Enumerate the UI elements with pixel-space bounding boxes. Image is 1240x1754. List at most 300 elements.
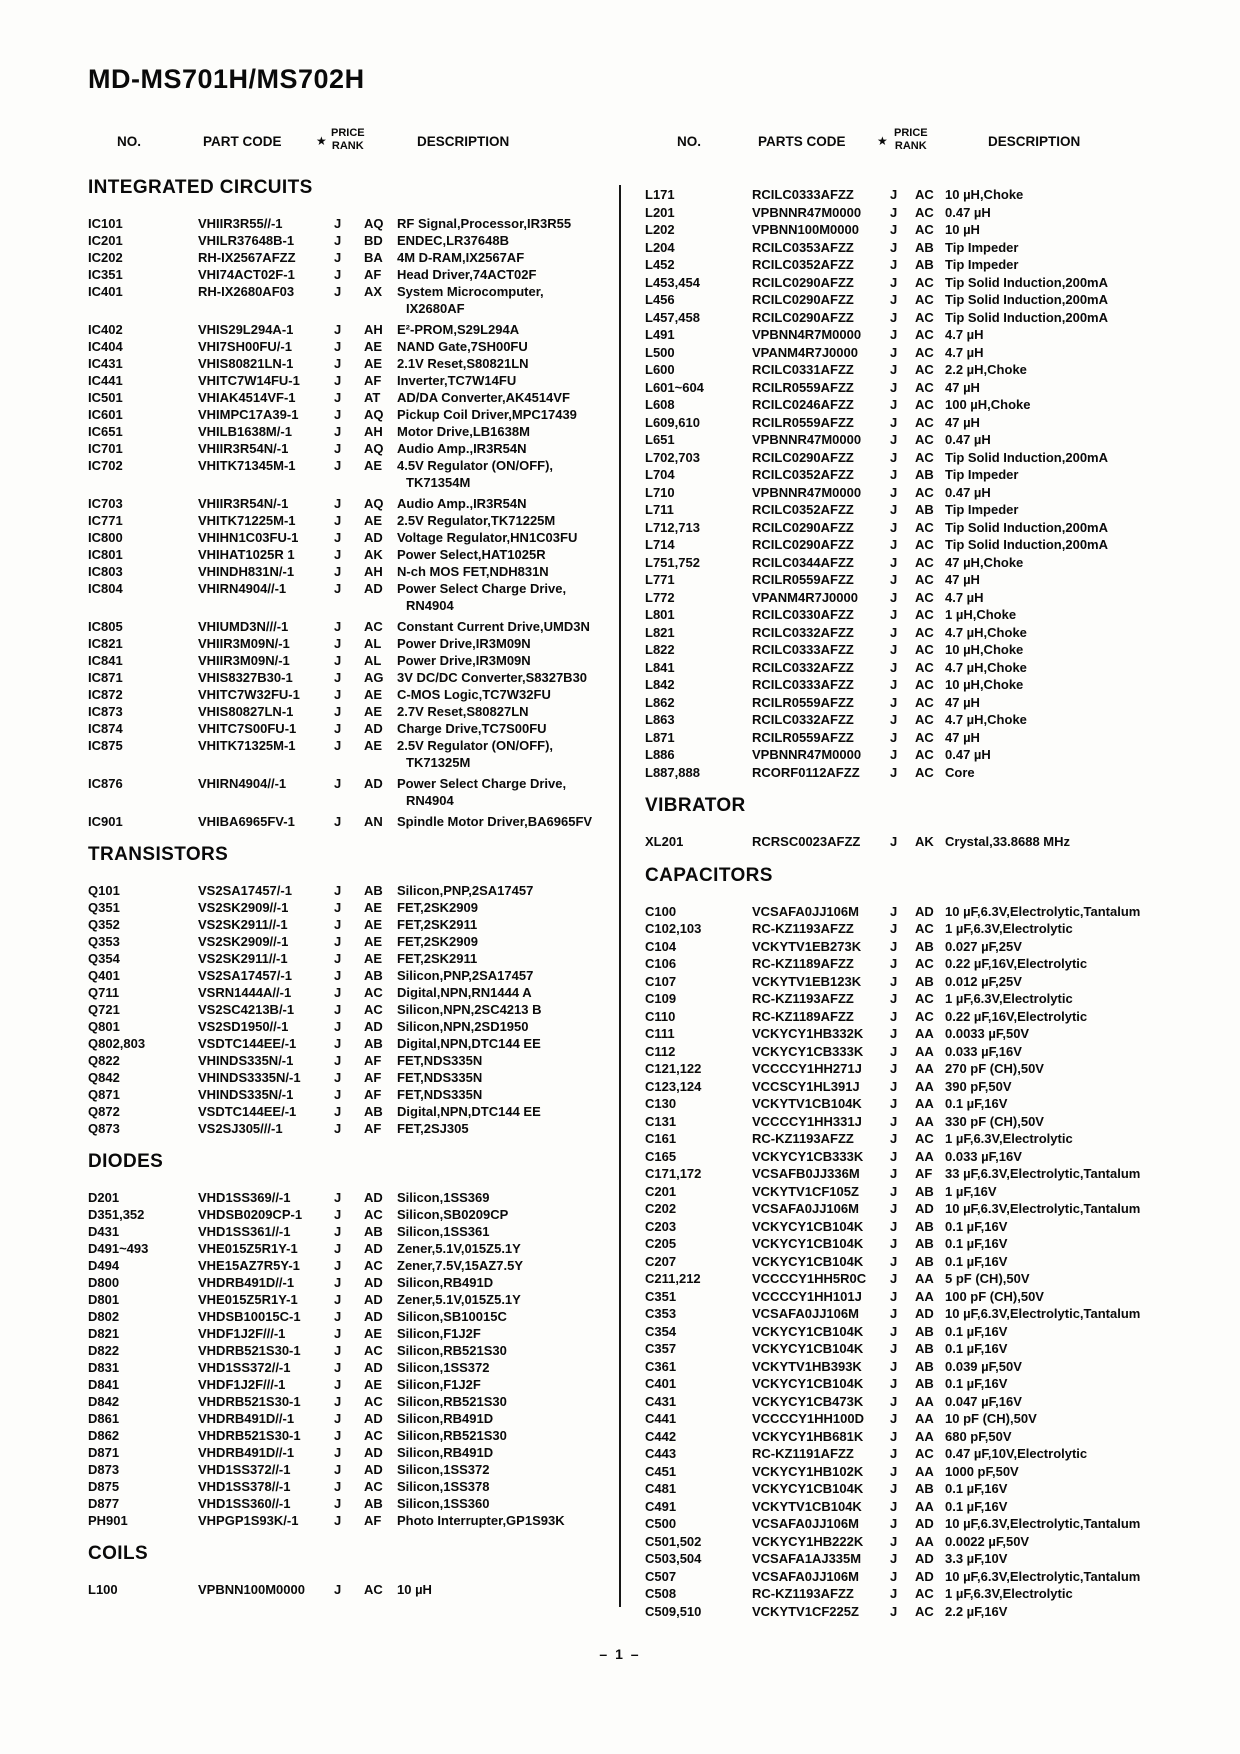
part-description [945, 1008, 1240, 1026]
mark-j: J [890, 642, 898, 657]
part-description-line1: 2.5V Regulator,TK71225M [397, 513, 556, 528]
part-description [945, 920, 1240, 938]
price-rank: AA [915, 1271, 934, 1286]
table-row [645, 1533, 1240, 1551]
column-header-parts-code: PARTS CODE [758, 134, 846, 149]
part-code: VHIS80827LN-1 [198, 704, 294, 719]
part-code: VCCCCY1HH100D [752, 1411, 864, 1426]
part-description-line1: Power Select,HAT1025R [397, 547, 546, 562]
part-no: XL201 [645, 834, 684, 849]
table-row [88, 1410, 633, 1427]
part-description-line1: 1 µF,6.3V,Electrolytic [945, 1131, 1073, 1146]
part-description-line1: FET,NDS335N [397, 1087, 483, 1102]
part-description [397, 775, 633, 809]
mark-j: J [890, 938, 898, 954]
price-rank: AC [364, 985, 383, 1000]
mark-j: J [890, 659, 898, 675]
part-code: VCKYTV1EB273K [752, 938, 862, 954]
column-header-no: NO. [677, 134, 702, 149]
part-description-line1: 10 µH,Choke [945, 642, 1024, 657]
table-row [88, 1120, 633, 1137]
mark-j: J [334, 670, 342, 685]
part-description [945, 1148, 1240, 1166]
part-code: VHINDH831N/-1 [198, 564, 295, 579]
part-no: C106 [645, 956, 677, 971]
part-description [945, 833, 1240, 851]
part-code: RCILC0352AFZZ [752, 467, 854, 482]
part-description [397, 1461, 633, 1478]
table-row [88, 1274, 633, 1291]
price-rank: AK [915, 834, 934, 849]
part-description-line1: 0.0022 µF,50V [945, 1533, 1030, 1549]
mark-j: J [890, 432, 898, 447]
part-description-line1: Silicon,1SS372 [397, 1462, 490, 1477]
part-description [945, 694, 1240, 712]
part-description [397, 652, 633, 669]
part-description-line1: Silicon,NPN,2SD1950 [397, 1019, 529, 1034]
price-rank: AC [915, 1586, 934, 1601]
part-description [945, 1585, 1240, 1603]
rank-label: RANK [331, 139, 364, 152]
mark-j: J [890, 414, 898, 430]
mark-j: J [334, 496, 342, 511]
part-description-line1: Core [945, 764, 975, 780]
part-description-line1: 1 µF,16V [945, 1183, 997, 1199]
table-row [88, 1512, 633, 1529]
mark-j: J [890, 1183, 898, 1199]
part-description-line1: 2.2 µF,16V [945, 1603, 1008, 1619]
part-code: RCILR0559AFZZ [752, 379, 854, 395]
part-description [945, 903, 1240, 921]
part-code: VHIRN4904//-1 [198, 581, 287, 596]
mark-j: J [334, 1087, 342, 1102]
part-description [945, 1550, 1240, 1568]
part-description [945, 990, 1240, 1008]
part-code: RCILC0353AFZZ [752, 239, 854, 255]
price-rank: AT [364, 390, 381, 405]
table-row [88, 899, 633, 916]
part-no: Q401 [88, 968, 120, 983]
table-row [645, 990, 1240, 1008]
mark-j: J [890, 1236, 898, 1251]
part-no: C207 [645, 1253, 677, 1269]
part-no: IC803 [88, 564, 123, 579]
table-row [645, 1288, 1240, 1306]
part-no: C165 [645, 1148, 677, 1164]
price-label: PRICE [894, 127, 928, 139]
part-description-line1: N-ch MOS FET,NDH831N [397, 564, 549, 579]
part-no: C110 [645, 1008, 676, 1024]
price-rank: AB [915, 257, 934, 272]
part-description-line1: Silicon,NPN,2SC4213 B [397, 1002, 542, 1017]
part-no: L710 [645, 484, 675, 500]
mark-j: J [334, 1428, 342, 1443]
table-row [645, 449, 1240, 467]
part-no: IC841 [88, 653, 123, 668]
price-rank: AE [364, 1326, 383, 1341]
part-description [945, 1515, 1240, 1533]
table-row [645, 361, 1240, 379]
mark-j: J [890, 1323, 898, 1339]
part-no: C351 [645, 1288, 677, 1304]
part-description-line1: RF Signal,Processor,IR3R55 [397, 216, 572, 231]
mark-j: J [890, 344, 898, 360]
table-row [645, 431, 1240, 449]
part-no: L456 [645, 292, 675, 307]
part-description-line2: RN4904 [406, 793, 454, 808]
part-code: VHDRB521S30-1 [198, 1394, 301, 1409]
part-no: IC702 [88, 458, 123, 473]
mark-j: J [890, 362, 898, 377]
part-code: VCKYCY1CB104K [752, 1481, 864, 1496]
part-description-line1: 47 µH [945, 379, 980, 395]
part-description-line1: 10 µH [945, 222, 980, 237]
mark-j: J [334, 1582, 342, 1597]
part-description [397, 457, 633, 491]
part-description [397, 1086, 633, 1103]
price-rank: AC [915, 956, 934, 971]
part-code: RC-KZ1193AFZZ [752, 1586, 854, 1601]
table-row [645, 1375, 1240, 1393]
part-code: RCILC0290AFZZ [752, 537, 854, 552]
mark-j: J [334, 1292, 342, 1307]
part-no: Q802,803 [88, 1036, 146, 1051]
part-description-line1: 10 pF (CH),50V [945, 1411, 1037, 1426]
part-no: C102,103 [645, 921, 702, 936]
part-description [397, 1410, 633, 1427]
mark-j: J [890, 397, 898, 412]
part-description [945, 379, 1240, 397]
part-description [945, 466, 1240, 484]
price-rank: AC [915, 537, 934, 552]
part-description [945, 606, 1240, 624]
mark-j: J [334, 1411, 342, 1426]
part-no: IC872 [88, 687, 123, 702]
part-no: C107 [645, 973, 677, 989]
part-no: IC901 [88, 814, 123, 829]
part-code: RCILC0290AFZZ [752, 449, 854, 465]
table-row [88, 1325, 633, 1342]
mark-j: J [334, 1207, 342, 1222]
part-description [397, 737, 633, 771]
part-code: VCCCCY1HH331J [752, 1113, 862, 1129]
part-description [397, 338, 633, 355]
table-row [645, 1078, 1240, 1096]
part-description [397, 215, 633, 232]
mark-j: J [890, 204, 898, 220]
mark-j: J [890, 1026, 898, 1041]
part-code: VPBNNR47M0000 [752, 432, 862, 447]
mark-j: J [890, 222, 898, 237]
price-rank: AD [915, 1551, 934, 1566]
part-no: IC871 [88, 670, 123, 685]
part-description [945, 1130, 1240, 1148]
part-code: VCKYTV1CF105Z [752, 1183, 859, 1199]
part-description [945, 326, 1240, 344]
part-code: RCILC0290AFZZ [752, 519, 854, 535]
part-no: C112 [645, 1043, 676, 1059]
part-no: L201 [645, 204, 675, 220]
part-description-line1: 0.1 µF,16V [945, 1376, 1008, 1391]
part-code: VHE015Z5R1Y-1 [198, 1241, 298, 1256]
table-row [88, 916, 633, 933]
part-description-line1: 0.47 µH [945, 484, 991, 500]
part-code: VCKYCY1CB104K [752, 1236, 864, 1251]
part-description-line1: 390 pF,50V [945, 1078, 1012, 1094]
mark-j: J [334, 356, 342, 371]
price-rank: AN [364, 814, 383, 829]
price-rank: AC [915, 1603, 934, 1619]
part-description-line1: 0.1 µF,16V [945, 1096, 1008, 1111]
part-code: RC-KZ1189AFZZ [752, 1008, 854, 1024]
part-code: VCKYCY1HB332K [752, 1026, 864, 1041]
price-rank: AE [364, 738, 383, 753]
part-description-line1: 0.039 µF,50V [945, 1358, 1022, 1374]
part-description-line1: 33 µF,6.3V,Electrolytic,Tantalum [945, 1166, 1141, 1181]
part-no: L842 [645, 677, 675, 692]
part-description-line1: 330 pF (CH),50V [945, 1113, 1044, 1129]
price-rank: AC [364, 1258, 383, 1273]
part-description [397, 916, 633, 933]
part-no: IC351 [88, 267, 123, 282]
mark-j: J [334, 339, 342, 354]
part-description-line1: 10 µF,6.3V,Electrolytic,Tantalum [945, 1201, 1141, 1216]
table-row [88, 563, 633, 580]
part-description-line1: 10 µF,6.3V,Electrolytic,Tantalum [945, 1516, 1141, 1531]
part-description-line1: 0.033 µF,16V [945, 1043, 1022, 1059]
price-rank: AC [915, 677, 934, 692]
mark-j: J [890, 467, 898, 482]
table-row [645, 1550, 1240, 1568]
part-description [397, 1069, 633, 1086]
part-no: C507 [645, 1568, 677, 1584]
part-description [945, 256, 1240, 274]
table-row [88, 423, 633, 440]
part-no: D877 [88, 1496, 120, 1511]
part-description [945, 239, 1240, 257]
table-row [88, 1581, 633, 1598]
mark-j: J [334, 513, 342, 528]
part-no: C509,510 [645, 1603, 702, 1619]
part-description-line1: Silicon,PNP,2SA17457 [397, 883, 534, 898]
table-row [645, 1358, 1240, 1376]
part-description-line1: FET,2SK2911 [397, 917, 478, 932]
part-description-line1: 10 µF,6.3V,Electrolytic,Tantalum [945, 1306, 1141, 1321]
table-row [88, 1240, 633, 1257]
part-description-line1: AD/DA Converter,AK4514VF [397, 390, 570, 405]
mark-j: J [890, 1516, 898, 1531]
price-rank: AF [915, 1166, 933, 1181]
part-no: L651 [645, 432, 675, 447]
price-rank: AD [915, 1516, 934, 1531]
table-row [645, 659, 1240, 677]
price-rank: AE [364, 900, 383, 915]
part-description [397, 1035, 633, 1052]
part-no: Q101 [88, 883, 120, 898]
price-rank: AC [915, 1446, 934, 1461]
star-icon: ★ [877, 134, 888, 148]
price-rank: AA [915, 1428, 934, 1444]
mark-j: J [890, 257, 898, 272]
price-rank: AD [364, 1241, 383, 1256]
part-description-line1: Silicon,1SS369 [397, 1190, 490, 1205]
table-row [88, 1461, 633, 1478]
part-description [945, 291, 1240, 309]
part-description-line1: Silicon,1SS372 [397, 1360, 490, 1375]
part-description [397, 720, 633, 737]
part-code: RC-KZ1191AFZZ [752, 1446, 854, 1461]
mark-j: J [334, 1496, 342, 1511]
parts-column-left [88, 176, 633, 1598]
table-row [645, 764, 1240, 782]
part-description [397, 984, 633, 1001]
price-rank: AC [364, 1394, 383, 1409]
part-no: D821 [88, 1326, 120, 1341]
part-code: VCSAFB0JJ336M [752, 1166, 860, 1181]
part-description-line1: 2.5V Regulator (ON/OFF), [397, 738, 554, 753]
price-rank: AK [364, 547, 383, 562]
price-rank: AB [915, 1376, 934, 1391]
price-rank: AA [915, 1078, 934, 1094]
part-description [397, 1495, 633, 1512]
price-rank: AA [915, 1061, 934, 1076]
part-code: VHIAK4514VF-1 [198, 390, 296, 405]
price-rank: AC [364, 1582, 383, 1597]
part-code: VHDRB491D//-1 [198, 1275, 295, 1290]
part-description-line1: Silicon,1SS378 [397, 1479, 490, 1494]
mark-j: J [890, 1393, 898, 1409]
part-description-line1: 1 µF,6.3V,Electrolytic [945, 1586, 1073, 1601]
price-rank: AE [364, 1377, 383, 1392]
part-description-line1: Silicon,1SS361 [397, 1224, 490, 1239]
part-description-line1: Silicon,RB491D [397, 1445, 494, 1460]
part-description-line1: Silicon,RB521S30 [397, 1394, 507, 1409]
part-description-line1: Voltage Regulator,HN1C03FU [397, 530, 578, 545]
part-description [945, 764, 1240, 782]
mark-j: J [890, 1376, 898, 1391]
part-description [397, 1359, 633, 1376]
mark-j: J [890, 1586, 898, 1601]
part-code: VHINDS335N/-1 [198, 1087, 294, 1102]
price-rank: AA [915, 1026, 934, 1041]
part-no: L453,454 [645, 274, 700, 290]
mark-j: J [890, 1253, 898, 1269]
table-row [88, 215, 633, 232]
part-no: Q353 [88, 934, 120, 949]
section-title: COILS [88, 1543, 149, 1564]
mark-j: J [890, 554, 898, 570]
part-description-line1: Power Drive,IR3M09N [397, 653, 531, 668]
price-rank: AC [915, 397, 934, 412]
part-description-line1: Tip Solid Induction,200mA [945, 292, 1108, 307]
mark-j: J [334, 636, 342, 651]
table-row [645, 396, 1240, 414]
mark-j: J [334, 721, 342, 736]
part-description [945, 274, 1240, 292]
price-rank: AC [915, 659, 934, 675]
part-no: D431 [88, 1224, 120, 1239]
mark-j: J [890, 677, 898, 692]
part-no: L491 [645, 327, 675, 342]
price-rank: AB [915, 1183, 934, 1199]
part-code: VCKYCY1HB681K [752, 1428, 864, 1444]
part-code: RCILC0332AFZZ [752, 659, 854, 675]
part-no: C500 [645, 1516, 677, 1531]
price-rank: AC [915, 327, 934, 342]
mark-j: J [890, 956, 898, 971]
part-no: Q873 [88, 1121, 120, 1136]
part-no: Q351 [88, 900, 120, 915]
part-no: IC821 [88, 636, 123, 651]
part-description [945, 1253, 1240, 1271]
part-description-line1: Silicon,RB491D [397, 1275, 494, 1290]
part-description-line1: 0.22 µF,16V,Electrolytic [945, 956, 1088, 971]
mark-j: J [334, 1036, 342, 1051]
part-description-line1: Motor Drive,LB1638M [397, 424, 530, 439]
part-no: C508 [645, 1586, 677, 1601]
part-description [397, 423, 633, 440]
mark-j: J [334, 1224, 342, 1239]
part-code: RCILC0290AFZZ [752, 274, 854, 290]
part-code: VCKYCY1HB222K [752, 1533, 864, 1549]
part-description-line1: Silicon,SB10015C [397, 1309, 507, 1324]
price-rank: AQ [364, 441, 384, 456]
part-description-line1: Tip Solid Induction,200mA [945, 519, 1108, 535]
table-row [88, 372, 633, 389]
part-code: RCILR0559AFZZ [752, 729, 854, 745]
part-description [945, 501, 1240, 519]
mark-j: J [890, 1411, 898, 1426]
table-row [645, 1130, 1240, 1148]
mark-j: J [334, 1445, 342, 1460]
table-row [645, 256, 1240, 274]
table-row [645, 484, 1240, 502]
price-rank: AC [915, 344, 934, 360]
table-row [645, 291, 1240, 309]
part-no: C161 [645, 1131, 677, 1146]
mark-j: J [334, 1479, 342, 1494]
part-description-line1: Power Drive,IR3M09N [397, 636, 531, 651]
mark-j: J [334, 1190, 342, 1205]
mark-j: J [334, 424, 342, 439]
part-description-line1: 0.47 µH [945, 747, 991, 762]
price-rank: AD [364, 1360, 383, 1375]
price-rank: AB [915, 1253, 934, 1269]
mark-j: J [890, 694, 898, 710]
table-row [88, 1495, 633, 1512]
table-row [645, 1480, 1240, 1498]
mark-j: J [890, 1148, 898, 1164]
part-code: VHIHN1C03FU-1 [198, 530, 299, 545]
part-no: IC401 [88, 284, 123, 299]
table-row [88, 249, 633, 266]
part-code: VHI74ACT02F-1 [198, 267, 295, 282]
mark-j: J [890, 1218, 898, 1234]
price-rank: AC [915, 921, 934, 936]
part-description [945, 589, 1240, 607]
part-code: VS2SK2909//-1 [198, 934, 289, 949]
part-description-line1: FET,NDS335N [397, 1070, 483, 1085]
part-code: RCILC0352AFZZ [752, 257, 854, 272]
part-no: L751,752 [645, 554, 700, 570]
mark-j: J [334, 814, 342, 829]
part-code: VCSAFA0JJ106M [752, 1201, 859, 1216]
part-description [397, 249, 633, 266]
price-rank: AB [915, 467, 934, 482]
part-no: C104 [645, 938, 677, 954]
table-row [88, 703, 633, 720]
part-description [945, 1340, 1240, 1358]
